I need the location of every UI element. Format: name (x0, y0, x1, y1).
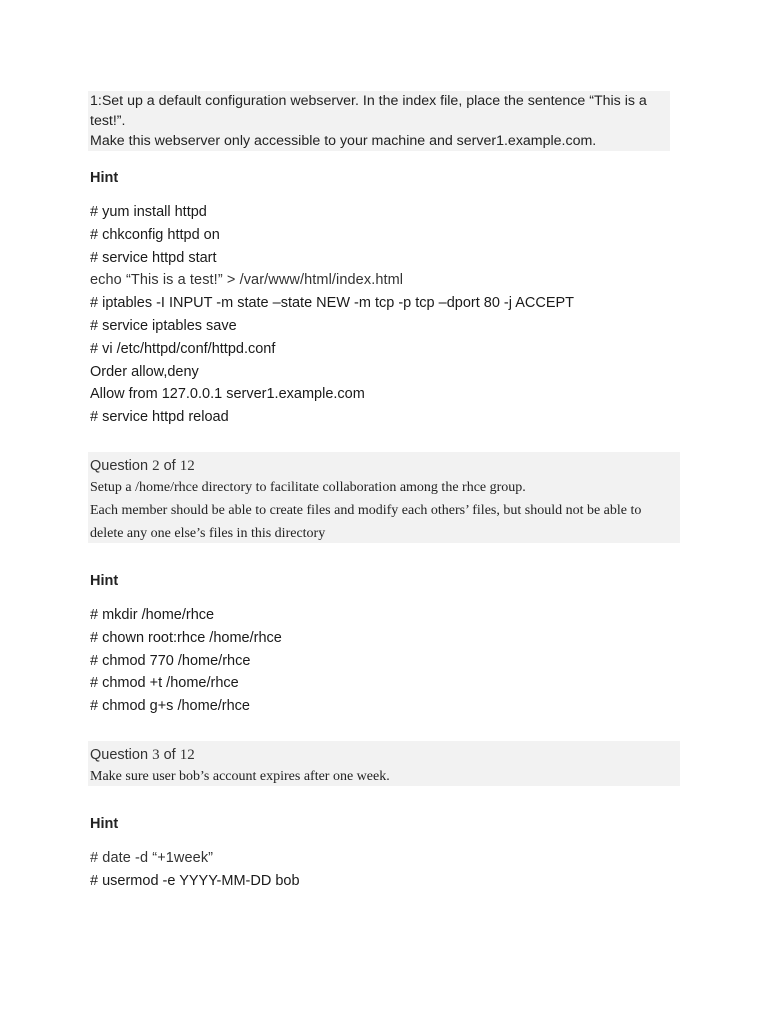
hint-heading-1: Hint (90, 170, 119, 186)
command-line: # iptables -I INPUT -m state –state NEW -m tcp -p tcp –dport 80 -j ACCEPT (90, 295, 575, 312)
question-2-text-2: Each member should be able to create files and modify each others’ files, but should not be able to (90, 503, 642, 518)
command-line: # yum install httpd (90, 204, 207, 220)
question-number: 2 (152, 458, 160, 474)
question-total: 12 (179, 747, 195, 763)
command-line: # service httpd reload (90, 409, 229, 426)
hint-heading-2: Hint (90, 573, 119, 589)
question-total: 12 (179, 458, 195, 474)
question-1-box (88, 91, 670, 151)
config-line: Allow from 127.0.0.1 server1.example.com (90, 386, 365, 403)
command-line: # date -d “+1week” (90, 850, 214, 866)
question-1-restriction: Make this webserver only accessible to your machine and server1.example.com. (90, 133, 597, 149)
hint-heading-3: Hint (90, 816, 119, 832)
hint-2-commands (90, 604, 282, 718)
command-line: # chmod 770 /home/rhce (90, 652, 251, 669)
config-line: Order allow,deny (90, 363, 199, 380)
question-number: 3 (152, 747, 160, 763)
question-label: Question (90, 747, 153, 763)
question-1-text: 1:Set up a default configuration webserver. In the index file, place the sentence “This is a test!”. (90, 93, 647, 129)
question-3-title (88, 745, 680, 765)
command-line: # chkconfig httpd on (90, 226, 220, 243)
question-3-text-1: Make sure user bob’s account expires after one week. (90, 769, 390, 784)
command-line: # service httpd start (90, 249, 217, 266)
command-line: echo “This is a test!” > /var/www/html/index.html (90, 272, 404, 289)
command-line: # mkdir /home/rhce (90, 607, 215, 623)
hint-1-commands (90, 201, 574, 429)
hint-3-commands (90, 847, 300, 893)
question-3-box (88, 741, 680, 786)
command-line: # vi /etc/httpd/conf/httpd.conf (90, 340, 276, 357)
question-2-title (88, 456, 680, 476)
command-line: # chmod g+s /home/rhce (90, 698, 250, 715)
question-of: of (159, 458, 180, 474)
command-line: # service iptables save (90, 317, 237, 334)
command-line: # usermod -e YYYY-MM-DD bob (90, 872, 300, 889)
command-line: # chmod +t /home/rhce (90, 675, 239, 692)
question-of: of (159, 747, 180, 763)
command-line: # chown root:rhce /home/rhce (90, 629, 282, 646)
question-label: Question (90, 458, 153, 474)
question-2-text-3: delete any one else’s files in this directory (90, 526, 326, 541)
question-2-box (88, 452, 680, 543)
question-2-text-1: Setup a /home/rhce directory to facilitate collaboration among the rhce group. (90, 480, 526, 495)
